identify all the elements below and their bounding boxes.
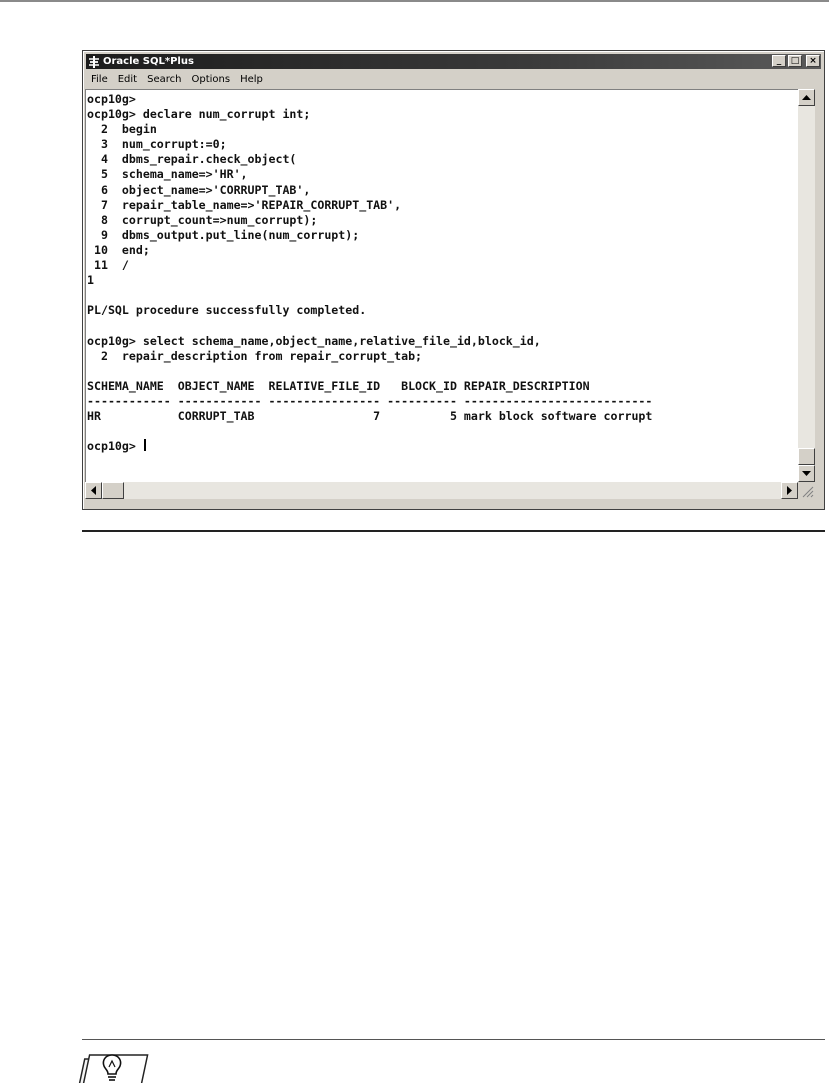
scroll-down-button[interactable] [798,465,815,482]
maximize-button[interactable]: □ [788,55,802,67]
console-line: 1 [87,273,94,288]
command-prompt[interactable]: ocp10g> [87,439,143,454]
minimize-button[interactable]: _ [772,55,786,67]
console-line: 2 begin [87,122,157,137]
menu-bar [86,71,821,87]
page-top-rule [0,0,829,2]
horizontal-scroll-thumb[interactable] [102,482,124,499]
menu-options[interactable]: Options [191,73,231,85]
window-controls [772,55,820,67]
arrow-right-icon [787,486,793,495]
menu-edit[interactable]: Edit [117,73,138,85]
menu-help[interactable]: Help [240,73,263,85]
console-line: 5 schema_name=>'HR', [87,167,248,182]
resize-grip-icon [798,482,815,499]
console-line: 6 object_name=>'CORRUPT_TAB', [87,182,311,197]
menu-search[interactable]: Search [147,73,182,85]
table-row: HR CORRUPT_TAB 7 5 mark block software corrupt [87,408,653,423]
scroll-up-button[interactable] [798,89,815,106]
console-line: 9 dbms_output.put_line(num_corrupt); [87,227,360,242]
console-line: ocp10g> [87,92,136,106]
menu-file[interactable]: File [91,73,108,85]
vertical-scroll-thumb[interactable] [798,448,815,465]
tip-separator-rule [82,1039,825,1040]
text-cursor [144,439,146,451]
console-line: 7 repair_table_name=>'REPAIR_CORRUPT_TAB', [87,197,402,212]
close-button[interactable]: × [806,55,820,67]
console-line: 3 num_corrupt:=0; [87,137,227,152]
table-divider-row: ------------ ------------ ---------------- ---------- --------------------------- [87,393,653,408]
arrow-left-icon [91,486,97,495]
scroll-right-button[interactable] [781,482,798,499]
console-line: PL/SQL procedure successfully completed. [87,303,367,318]
arrow-up-icon [802,95,811,101]
resize-grip[interactable] [798,482,815,499]
console-line: 8 corrupt_count=>num_corrupt); [87,212,318,227]
figure-separator-rule [82,530,825,532]
console-line: ocp10g> declare num_corrupt int; [87,107,311,122]
vertical-scrollbar[interactable] [798,89,815,482]
lightbulb-notepad-icon [72,1047,164,1083]
console-line: 4 dbms_repair.check_object( [87,152,297,167]
scroll-left-button[interactable] [85,482,102,499]
console-line: ocp10g> select schema_name,object_name,relative_file_id,block_id, [87,333,541,348]
console-area[interactable] [85,89,799,483]
console-line: 2 repair_description from repair_corrupt_tab; [87,348,423,363]
horizontal-scrollbar[interactable] [85,482,798,499]
console-line: 11 / [87,258,129,273]
table-header-row: SCHEMA_NAME OBJECT_NAME RELATIVE_FILE_ID BLOCK_ID REPAIR_DESCRIPTION [87,378,590,393]
arrow-down-icon [802,471,811,477]
console-output [86,90,799,454]
console-line: 10 end; [87,242,150,257]
title-bar[interactable] [86,54,821,69]
window-title: Oracle SQL*Plus [103,56,194,67]
sqlplus-window [82,50,825,510]
oracle-sqlplus-icon [88,56,100,68]
